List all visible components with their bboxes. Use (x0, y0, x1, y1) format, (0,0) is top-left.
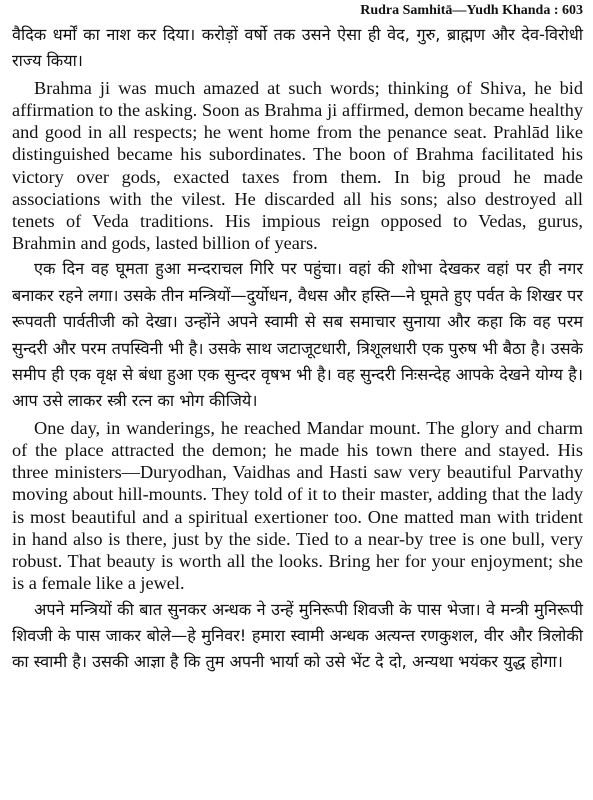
hindi-paragraph-2: एक दिन वह घूमता हुआ मन्दराचल गिरि पर पहुंचा। वहां की शोभा देखकर वहां पर ही नगर बनाकर रहने लगा। उसके तीन मन्त्रियों—दुर्योधन, वैधस और हस्ति—ने घूमते हुए पर्वत के शिखर पर रूपवती पार्वतीजी को देखा। उन्होंने अपने स्वामी से सब समाचार सुनाया और कहा कि वह परम सुन्दरी और परम तपस्विनी भी है। उसके साथ जटाजूटधारी, त्रिशूलधारी एक पुरुष भी बैठा है। उसके समीप ही एक वृक्ष से बंधा हुआ एक सुन्दर वृषभ भी है। वह सुन्दरी निःसन्देह आपके देखने योग्य है। आप उसे लाकर स्त्री रत्न का भोग कीजिये। (12, 259, 583, 411)
english-paragraph-1: Brahma ji was much amazed at such words; thinking of Shiva, he bid affirmation to the asking. Soon as Brahma ji affirmed, demon became healthy and good in all respects; he went home from the penance seat. Prahlād like distinguished became his subordinates. The boon of Brahma facilitated his victory over gods, exacted taxes from them. In big proud he made associations with the vilest. He discarded all his sons; also destroyed all tenets of Veda traditions. His impious reign opposed to Vedas, gurus, Brahmin and gods, lasted billion of years. (12, 77, 583, 254)
hindi-paragraph-1: वैदिक धर्मों का नाश कर दिया। करोड़ों वर्षो तक उसने ऐसा ही वेद, गुरु, ब्राह्मण और देव-विरोधी राज्य किया। (12, 25, 583, 71)
page-body (12, 22, 583, 676)
hindi-paragraph-3: अपने मन्त्रियों की बात सुनकर अन्धक ने उन्हें मुनिरूपी शिवजी के पास भेजा। वे मन्त्री मुनिरूपी शिवजी के पास जाकर बोले—हे मुनिवर! हमारा स्वामी अन्धक अत्यन्त रणकुशल, वीर और त्रिलोकी का स्वामी है। उसकी आज्ञा है कि तुम अपनी भार्या को उसे भेंट दे दो, अन्यथा भयंकर युद्ध होगा। (12, 599, 583, 672)
english-paragraph-2: One day, in wanderings, he reached Mandar mount. The glory and charm of the place attracted the demon; he made his town there and stayed. His three ministers—Duryodhan, Vaidhas and Hasti saw very beautiful Parvathy moving about hill-mounts. They told of it to their master, adding that the lady is most beautiful and a spiritual exertioner too. One matted man with trident in hand also is there, just by the side. Tied to a near-by tree is one bull, very robust. That beauty is worth all the looks. Bring her for your enjoyment; she is a female like a jewel. (12, 417, 583, 594)
running-header: Rudra Samhitā—Yudh Khanda : 603 (360, 3, 583, 18)
